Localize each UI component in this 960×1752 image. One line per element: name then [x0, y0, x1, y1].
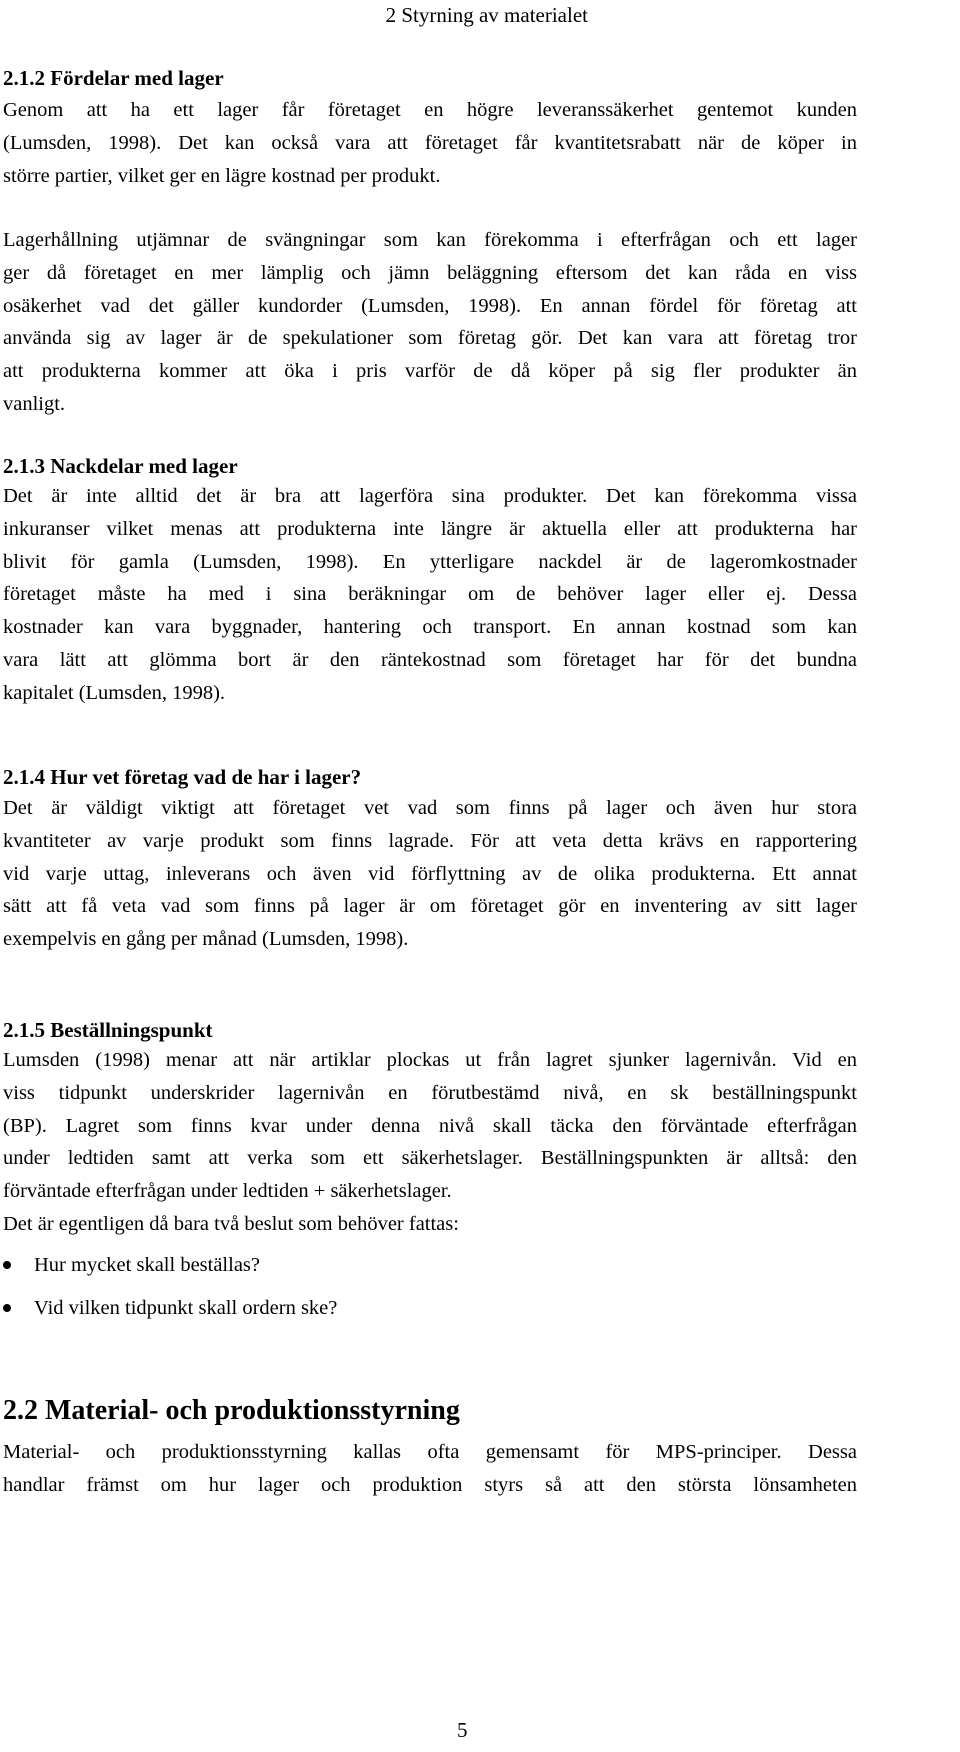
- text-line: större partier, vilket ger en lägre kostnad per produkt.: [3, 164, 441, 187]
- section-heading: 2.1.5 Beställningspunkt: [3, 1018, 213, 1042]
- text-line: ger då företaget en mer lämplig och jämn beläggning eftersom det kan råda en viss: [3, 261, 857, 284]
- text-line: Genom att ha ett lager får företaget en högre leveranssäkerhet gentemot kunden: [3, 99, 857, 121]
- page-number: 5: [457, 1718, 468, 1742]
- text-line: företaget måste ha med i sina beräkningar om de behöver lager eller ej. Dessa: [3, 583, 857, 606]
- paragraph: [3, 1436, 857, 1502]
- text-line: exempelvis en gång per månad (Lumsden, 1998).: [3, 928, 409, 951]
- text-line: under ledtiden samt att verka som ett säkerhetslager. Beställningspunkten är alltså: den: [3, 1147, 857, 1170]
- list-item-text: Hur mycket skall beställas?: [34, 1254, 261, 1276]
- text-line: att produkterna kommer att öka i pris varför de då köper på sig fler produkter än: [3, 360, 857, 383]
- text-line: vanligt.: [3, 392, 66, 415]
- text-line: vara lätt att glömma bort är den räntekostnad som företaget har för det bundna: [3, 648, 857, 671]
- section-hur-vet: [3, 765, 857, 789]
- list-item: [3, 1253, 857, 1277]
- list-item: [3, 1296, 857, 1320]
- text-line: sätt att få veta vad som finns på lager är om företaget gör en inventering av sitt lager: [3, 895, 857, 918]
- text-line: inkuranser vilket menas att produkterna inte längre är aktuella eller att produkterna har: [3, 517, 857, 540]
- paragraph: [3, 1208, 857, 1241]
- section-heading: 2.1.2 Fördelar med lager: [3, 66, 224, 90]
- running-header: 2 Styrning av materialet: [385, 3, 588, 27]
- text-line: kvantiteter av varje produkt som finns lagrade. För att veta detta krävs en rapportering: [3, 829, 857, 852]
- section-heading: 2.1.3 Nackdelar med lager: [3, 454, 238, 478]
- bullet-icon: [3, 1304, 11, 1312]
- list-item-text: Vid vilken tidpunkt skall ordern ske?: [34, 1297, 338, 1319]
- section-mps: [3, 1395, 857, 1427]
- text-line: osäkerhet vad det gäller kundorder (Lumsden, 1998). En annan fördel för företag att: [3, 294, 857, 317]
- text-line: Lumsden (1998) menar att när artiklar plockas ut från lagret sjunker lagernivån. Vid en: [3, 1049, 857, 1071]
- text-line: handlar främst om hur lager och produktion styrs så att den största lönsamheten: [3, 1473, 857, 1496]
- bullet-list: [3, 1296, 857, 1320]
- text-line: (Lumsden, 1998). Det kan också vara att företaget får kvantitetsrabatt när de köper in: [3, 131, 857, 154]
- bullet-icon: [3, 1261, 11, 1269]
- paragraph: [3, 480, 857, 710]
- text-line: Lagerhållning utjämnar de svängningar som kan förekomma i efterfrågan och ett lager: [3, 229, 857, 251]
- text-line: kapitalet (Lumsden, 1998).: [3, 681, 226, 704]
- text-line: Material- och produktionsstyrning kallas ofta gemensamt för MPS-principer. Dessa: [3, 1441, 857, 1463]
- section-fordelar: [3, 66, 857, 90]
- section-nackdelar: [3, 454, 857, 478]
- section-heading: 2.2 Material- och produktionsstyrning: [3, 1395, 460, 1426]
- text-line: Det är väldigt viktigt att företaget vet vad som finns på lager och även hur stora: [3, 797, 857, 819]
- text-line: Det är inte alltid det är bra att lagerföra sina produkter. Det kan förekomma vissa: [3, 485, 857, 507]
- text-line: viss tidpunkt underskrider lagernivån en förutbestämd nivå, en sk beställningspunkt: [3, 1081, 857, 1104]
- bullet-list: [3, 1253, 857, 1277]
- section-bestallningspunkt: [3, 1018, 857, 1042]
- text-line: (BP). Lagret som finns kvar under denna nivå skall täcka den förväntade efterfrågan: [3, 1114, 857, 1137]
- paragraph: [3, 224, 857, 421]
- paragraph: [3, 1044, 857, 1208]
- paragraph: [3, 94, 857, 192]
- text-line: Det är egentligen då bara två beslut som behöver fattas:: [3, 1213, 459, 1235]
- text-line: förväntade efterfrågan under ledtiden + säkerhetslager.: [3, 1180, 452, 1203]
- section-heading: 2.1.4 Hur vet företag vad de har i lager?: [3, 765, 362, 789]
- text-line: vid varje uttag, inleverans och även vid förflyttning av de olika produkterna. Ett annat: [3, 862, 857, 885]
- text-line: blivit för gamla (Lumsden, 1998). En ytterligare nackdel är de lageromkostnader: [3, 550, 857, 573]
- paragraph: [3, 792, 857, 956]
- text-line: använda sig av lager är de spekulationer som företag gör. Det kan vara att företag tror: [3, 327, 857, 350]
- text-line: kostnader kan vara byggnader, hantering och transport. En annan kostnad som kan: [3, 616, 857, 639]
